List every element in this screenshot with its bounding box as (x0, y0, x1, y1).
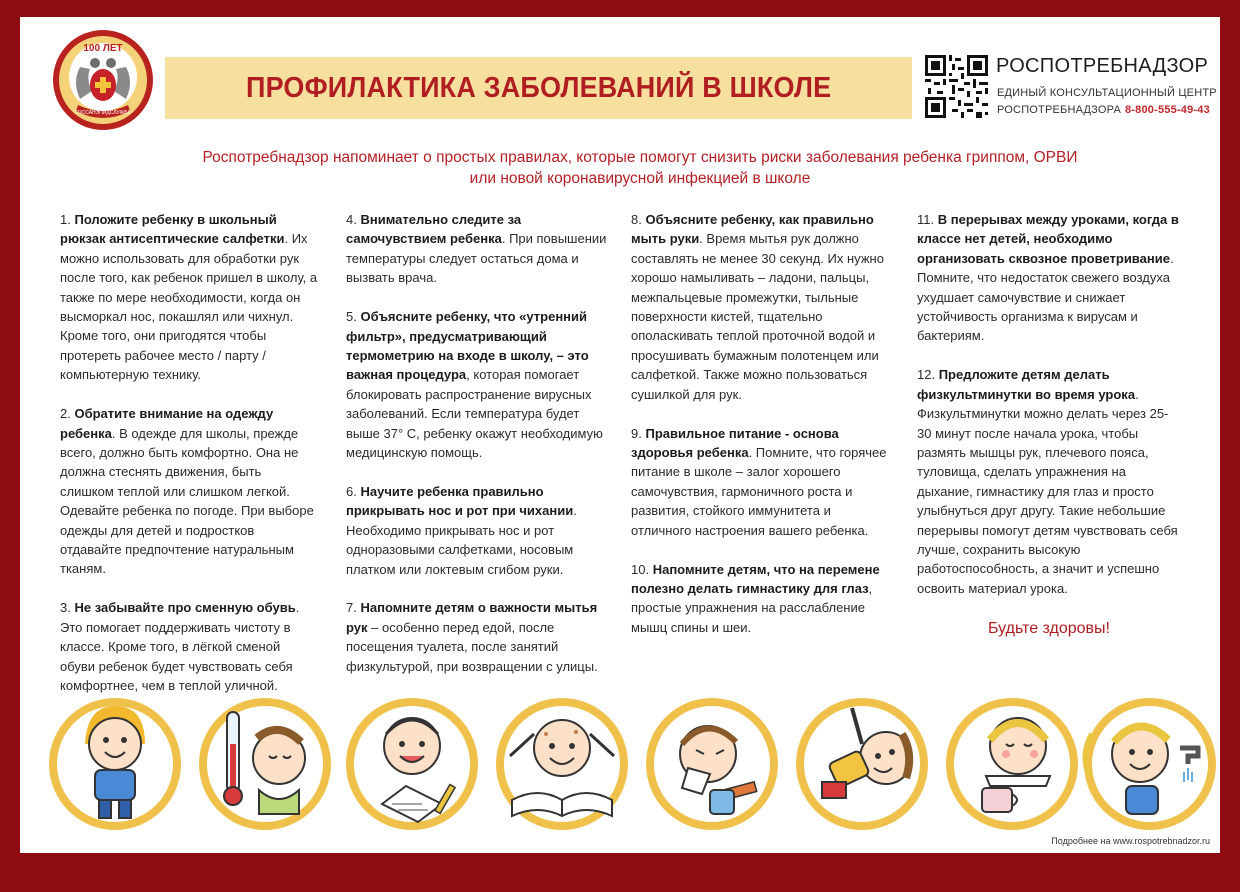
page-title: ПРОФИЛАКТИКА ЗАБОЛЕВАНИЙ В ШКОЛЕ (245, 71, 832, 104)
tip-number: 10. (631, 561, 650, 577)
tip-text: . Это помогает поддерживать чистоту в классе. Кроме того, в лёгкой сменой обуви ребенок будет чувствовать себя комфортнее, чем в теплой уличной. (60, 600, 300, 693)
child-washing-hands-icon (1084, 698, 1216, 830)
tip-number: 3. (60, 600, 71, 616)
tip-heading: Напомните детям о важности мытья рук (346, 600, 598, 635)
tip-7 (346, 598, 608, 676)
tip-5 (346, 307, 608, 462)
consult-center-org: РОСПОТРЕБНАДЗОРА (997, 104, 1121, 116)
tip-text: , которая помогает блокировать распространение вирусных заболеваний. Если температура будет выше 37° С, ребенку окажут необходимую медицинскую помощь. (346, 367, 603, 460)
poster (20, 17, 1220, 853)
consult-center-line2 (997, 104, 1210, 116)
title-band (165, 57, 912, 119)
tip-number: 11. (917, 212, 935, 227)
tip-heading: Объясните ребенку, что «утренний фильтр», предусматривающий термометрию на входе в школу, – это важная процедура (346, 309, 589, 383)
tip-text: . Физкультминутки можно делать через 25-30 минут после начала урока, чтобы размять мышцы рук, плечевого пояса, туловища, сделать упражнения на дыхание, гимнастику для глаз и просто улыбнуться друг другу. Такие небольшие перерывы помогут детям чувствовать себя лучше, сохранить высокую работоспособность, а значит и успешно освоить материал урока. (917, 386, 1178, 596)
tip-text: . Помните, что недостаток свежего воздуха ухудшает самочувствие и снижает устойчивость организма к вирусам и бактериям. (917, 250, 1174, 344)
eagle-emblem-icon (50, 27, 156, 133)
tips-column-2 (346, 210, 608, 696)
tip-number: 4. (346, 212, 357, 227)
tip-heading: Не забывайте про сменную обувь (74, 600, 296, 616)
tip-8 (631, 210, 893, 404)
tip-heading: Внимательно следите за самочувствием ребенка (346, 212, 522, 247)
subtitle-line-1: Роспотребнадзор напоминает о простых правилах, которые помогут снизить риски заболевания ребенка гриппом, ОРВИ (202, 149, 1078, 166)
tip-text: . Время мытья рук должно составлять не менее 30 секунд. Их нужно хорошо намыливать – ладони, пальцы, межпальцевые промежутки, тыльные поверхности кистей, тщательно ополаскивать теплой проточной водой и просушивать бумажным полотенцем или салфеткой. Также можно пользоваться сушилкой для рук. (631, 231, 884, 402)
tip-heading: Предложите детям делать физкультминутки во время урока (917, 367, 1136, 402)
tip-heading: Положите ребенку в школьный рюкзак антисептические салфетки (60, 212, 285, 247)
tip-heading: Научите ребенка правильно прикрывать нос и рот при чихании (346, 483, 574, 519)
tip-heading: В перерывах между уроками, когда в классе нет детей, необходимо организовать сквозное проветривание (917, 212, 1179, 266)
tip-text: , простые упражнения на расслабление мышц спины и шеи. (631, 580, 873, 635)
tip-text: . В одежде для школы, прежде всего, должно быть комфортно. Она не должна стеснять движения, быть слишком теплой или слишком легкой. Одевайте ребенка по погоде. При выборе одежды для детей и подростков отдавайте предпочтение натуральным тканям. (60, 425, 314, 577)
subtitle-line-2: или новой коронавирусной инфекцией в школе (469, 170, 811, 187)
tip-text: . При повышении температуры следует остаться дома и вызвать врача. (346, 231, 607, 286)
hotline-phone[interactable]: 8-800-555-49-43 (1124, 104, 1210, 116)
tip-6 (346, 482, 608, 579)
tip-12 (917, 365, 1179, 598)
tip-1 (60, 210, 318, 385)
qr-code-icon (925, 55, 988, 118)
tip-number: 6. (346, 483, 357, 499)
child-standing-icon (49, 698, 181, 830)
org-name: РОСПОТРЕБНАДЗОР (996, 55, 1209, 77)
child-eating-icon (946, 698, 1078, 830)
tip-heading: Напомните детям, что на перемене полезно делать гимнастику для глаз (631, 561, 880, 596)
closing-wish: Будьте здоровы! (988, 620, 1110, 637)
tip-number: 5. (346, 309, 357, 325)
child-thermometer-icon (199, 698, 331, 830)
tip-number: 9. (631, 425, 642, 441)
child-drawing-icon (346, 698, 478, 830)
child-exercising-icon (796, 698, 928, 830)
child-reading-icon (496, 698, 628, 830)
tip-10 (631, 560, 893, 638)
tip-2 (60, 404, 318, 579)
tip-text: . Необходимо прикрывать нос и рот одноразовыми салфетками, носовым платком или локтевым сгибом руки. (346, 503, 577, 577)
tip-number: 12. (917, 367, 936, 383)
tip-9 (631, 424, 893, 540)
emblem-ribbon-text: ГОССАНЭПИДСЛУЖБА (75, 110, 131, 116)
tip-number: 8. (631, 212, 642, 227)
tip-3 (60, 598, 318, 695)
tip-number: 7. (346, 600, 357, 616)
tips-column-4 (917, 210, 1179, 618)
tips-column-1 (60, 210, 318, 715)
consult-center-line1: ЕДИНЫЙ КОНСУЛЬТАЦИОННЫЙ ЦЕНТР (997, 87, 1217, 99)
tips-column-3 (631, 210, 893, 657)
tip-heading: Правильное питание - основа здоровья ребенка (631, 425, 839, 460)
tip-heading: Объясните ребенку, как правильно мыть руки (631, 212, 874, 247)
tip-text: . Их можно использовать для обработки рук после того, как ребенок пришел в школу, а также по мере необходимости, когда он высморкал нос, покашлял или чихнул. Кроме того, они пригодятся чтобы протереть рабочее место / парту / компьютерную технику. (60, 231, 318, 383)
subtitle (150, 147, 1130, 189)
illustrations-row (20, 689, 1220, 839)
tip-number: 1. (60, 212, 71, 227)
tip-text: – особенно перед едой, после посещения туалета, после занятий физкультурой, при возвращении с улицы. (346, 619, 598, 674)
tip-4 (346, 210, 608, 288)
tip-text: . Помните, что горячее питание в школе – залог хорошего самочувствия, гармоничного роста и развития, стойкого иммунитета и отличного настроения вашего ребенка. (631, 444, 887, 538)
tip-heading: Обратите внимание на одежду ребенка (60, 406, 274, 441)
emblem-years: 100 ЛЕТ (83, 43, 123, 54)
tip-11 (917, 210, 1179, 346)
footer-link[interactable]: Подробнее на www.rospotrebnadzor.ru (1051, 836, 1210, 846)
child-sneezing-icon (646, 698, 778, 830)
tip-number: 2. (60, 406, 71, 422)
